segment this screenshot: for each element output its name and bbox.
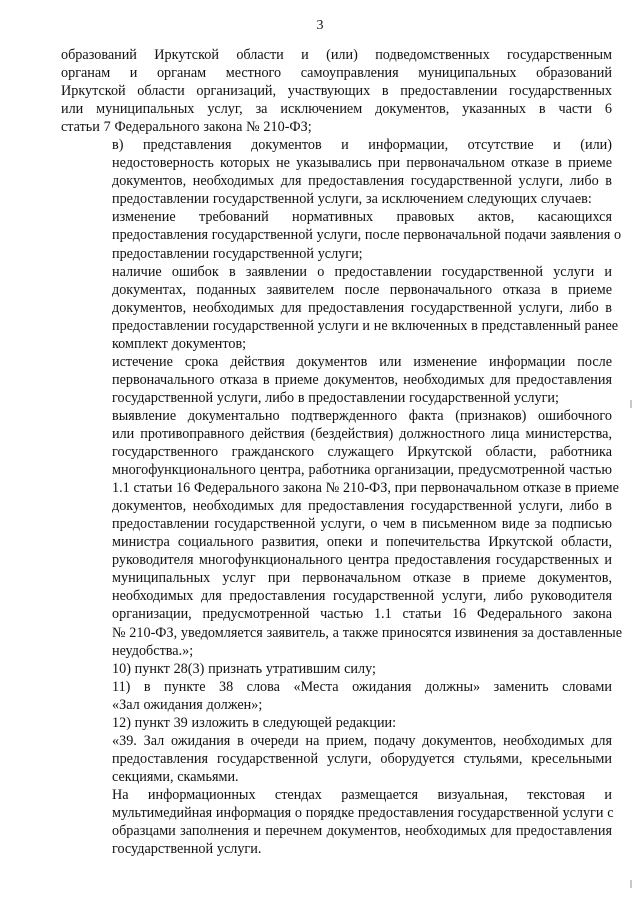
text-line: Иркутской области организаций, участвующих в предоставлении государственных — [61, 83, 612, 100]
text-line: «Зал ожидания должен»; — [112, 696, 263, 713]
paragraph — [61, 263, 619, 353]
text-line: 12) пункт 39 изложить в следующей редакции: — [112, 714, 397, 731]
text-line: выявление документально подтвержденного факта (признаков) ошибочного — [112, 407, 612, 424]
scan-artifact — [630, 880, 632, 888]
paragraph — [61, 46, 612, 136]
text-line: документов, необходимых для предоставления государственной услуги, либо в — [112, 498, 612, 515]
text-line: или противоправного действия (бездействия) должностного лица министерства, — [112, 425, 612, 442]
document-body — [61, 46, 623, 858]
text-line: органам и органам местного самоуправления муниципальных образований — [61, 65, 612, 82]
paragraph — [61, 208, 622, 262]
paragraph — [61, 732, 612, 786]
text-line: мультимедийная информация о порядке предоставления государственной услуги с — [112, 804, 614, 821]
text-line: предоставлении государственной услуги; — [112, 245, 363, 262]
scan-artifact — [630, 400, 632, 408]
text-line: многофункционального центра, работника организации, предусмотренной частью — [112, 462, 612, 479]
paragraph — [61, 714, 612, 732]
text-line: предоставлении государственной услуги, за исключением следующих случаев: — [112, 191, 592, 208]
text-line: образований Иркутской области и (или) подведомственных государственным — [61, 47, 612, 63]
text-line: статьи 7 Федерального закона № 210-ФЗ; — [61, 119, 312, 136]
text-line: предоставлении государственной услуги и не включенных в представленный ранее — [112, 317, 619, 334]
text-line: 11) в пункте 38 слова «Места ожидания должны» заменить словами — [112, 678, 612, 695]
paragraph — [61, 678, 612, 714]
text-line: или муниципальных услуг, за исключением документов, указанных в части 6 — [61, 101, 612, 118]
text-line: недостоверность которых не указывались при первоначальном отказе в приеме — [112, 155, 612, 172]
page-number: 3 — [316, 18, 324, 33]
text-line: предоставления государственной услуги, оборудуется стульями, кресельными — [112, 750, 612, 767]
text-line: государственной услуги. — [112, 841, 262, 858]
text-line: в) представления документов и информации, отсутствие и (или) — [112, 137, 612, 154]
text-line: «39. Зал ожидания в очереди на прием, подачу документов, необходимых для — [112, 732, 612, 749]
paragraph — [61, 660, 612, 678]
text-line: 10) пункт 28(3) признать утратившим силу; — [112, 660, 376, 677]
text-line: наличие ошибок в заявлении о предоставлении государственной услуги и — [112, 263, 612, 280]
text-line: документах, поданных заявителем после первоначального отказа в приеме — [112, 281, 612, 298]
text-line: предоставления государственной услуги, после первоначальной подачи заявления о — [112, 227, 622, 244]
text-line: первоначального отказа в приеме документов, необходимых для предоставления — [112, 371, 612, 388]
paragraph — [61, 136, 612, 208]
text-line: На информационных стендах размещается визуальная, текстовая и — [112, 786, 612, 803]
text-line: министра социального развития, опеки и попечительства Иркутской области, — [112, 534, 612, 551]
text-line: организации, предусмотренной частью 1.1 статьи 16 Федерального закона — [112, 606, 612, 623]
text-line: комплект документов; — [112, 335, 247, 352]
paragraph — [61, 407, 623, 660]
text-line: изменение требований нормативных правовых актов, касающихся — [112, 209, 612, 226]
text-line: руководителя многофункционального центра предоставления государственных и — [112, 552, 612, 569]
text-line: документов, необходимых для предоставления государственной услуги, либо в — [112, 299, 612, 316]
text-line: 1.1 статьи 16 Федерального закона № 210-ФЗ, при первоначальном отказе в приеме — [112, 480, 619, 497]
text-line: неудобства.»; — [112, 642, 194, 659]
paragraph — [61, 353, 612, 407]
text-line: государственного гражданского служащего Иркутской области, работника — [112, 444, 612, 461]
text-line: необходимых для предоставления государственной услуги, либо руководителя — [112, 588, 612, 605]
text-line: предоставлении государственной услуги, о чем в письменном виде за подписью — [112, 516, 612, 533]
text-line: государственной услуги, либо в предоставлении государственной услуги; — [112, 389, 559, 406]
text-line: секциями, скамьями. — [112, 768, 239, 785]
text-line: документов, необходимых для предоставления государственной услуги, либо в — [112, 173, 612, 190]
text-line: муниципальных услуг при первоначальном отказе в приеме документов, — [112, 570, 612, 587]
paragraph — [61, 786, 612, 858]
text-line: истечение срока действия документов или изменение информации после — [112, 353, 612, 370]
text-line: образцами заполнения и перечнем документов, необходимых для предоставления — [112, 823, 612, 840]
text-line: № 210-ФЗ, уведомляется заявитель, а также приносятся извинения за доставленные — [112, 624, 623, 641]
